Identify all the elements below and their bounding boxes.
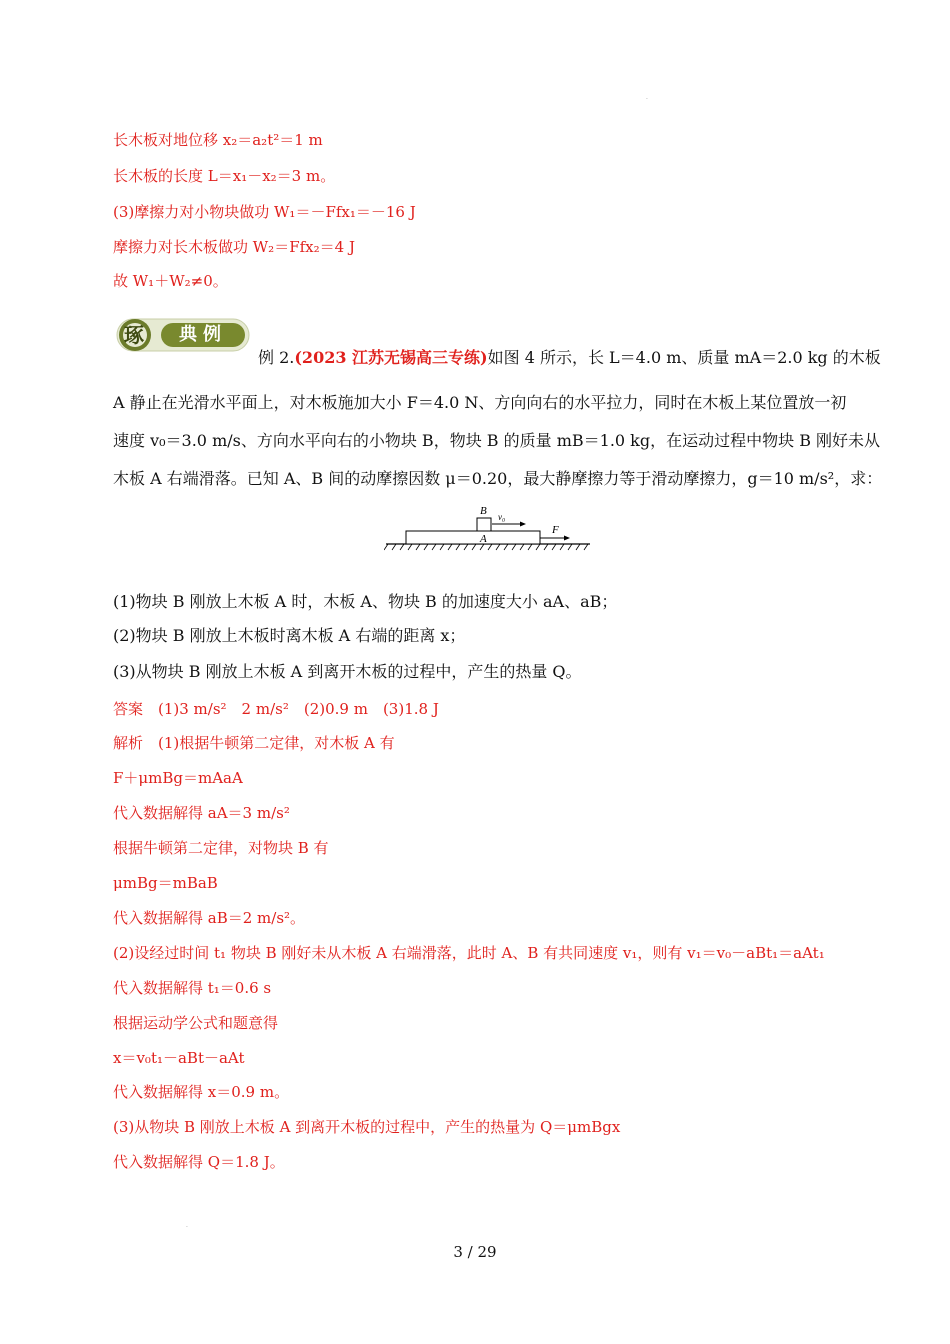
analysis-line-1: 解析 (1)根据牛顿第二定律，对木板 A 有 — [113, 734, 395, 752]
prev-solution-line-3: (3)摩擦力对小物块做功 W₁＝－Ffx₁＝－16 J — [113, 203, 416, 221]
question-3: (3)从物块 B 刚放上木板 A 到离开木板的过程中，产生的热量 Q。 — [113, 662, 582, 681]
badge-label: 典例 — [179, 324, 227, 345]
prev-solution-line-2: 长木板的长度 L＝x₁－x₂＝3 m。 — [113, 167, 336, 185]
analysis-line-2: F＋μmBg＝mAaA — [113, 769, 243, 787]
stray-dot: · — [646, 96, 648, 103]
board-block-diagram — [384, 500, 594, 552]
label-f: F — [552, 524, 559, 536]
analysis-line-10: x＝v₀t₁－aBt－aAt — [113, 1049, 245, 1067]
analysis-line-9: 根据运动学公式和题意得 — [113, 1014, 279, 1032]
example-line-4: 木板 A 右端滑落。已知 A、B 间的动摩擦因数 μ＝0.20，最大静摩擦力等于滑动摩擦力，g＝10 m/s²，求： — [113, 469, 883, 488]
stray-dot: · — [186, 1224, 188, 1231]
prev-solution-line-1: 长木板对地位移 x₂＝a₂t²＝1 m — [113, 131, 323, 149]
analysis-line-7: (2)设经过时间 t₁ 物块 B 刚好未从木板 A 右端滑落，此时 A、B 有共同速度 v₁，则有 v₁＝v₀－aBt₁＝aAt₁ — [113, 944, 825, 962]
label-v0: v₀ — [498, 512, 506, 522]
question-1: (1)物块 B 刚放上木板 A 时，木板 A、物块 B 的加速度大小 aA、aB； — [113, 592, 618, 611]
analysis-line-11: 代入数据解得 x＝0.9 m。 — [113, 1083, 290, 1101]
analysis-line-13: 代入数据解得 Q＝1.8 J。 — [113, 1153, 285, 1171]
example-line-3: 速度 v₀＝3.0 m/s、方向水平向右的小物块 B，物块 B 的质量 mB＝1.0 kg，在运动过程中物块 B 刚好未从 — [113, 431, 881, 450]
example-badge — [113, 316, 253, 354]
example-source: (2023 江苏无锡高三专练) — [294, 348, 488, 367]
prev-solution-line-4: 摩擦力对长木板做功 W₂＝Ffx₂＝4 J — [113, 238, 355, 256]
answer-line: 答案 (1)3 m/s² 2 m/s² (2)0.9 m (3)1.8 J — [113, 700, 439, 718]
analysis-line-8: 代入数据解得 t₁＝0.6 s — [113, 979, 272, 997]
page-number: 3 / 29 — [453, 1243, 497, 1261]
label-b: B — [480, 505, 487, 517]
example-line-2: A 静止在光滑水平面上，对木板施加大小 F＝4.0 N、方向向右的水平拉力，同时在木板上某位置放一初 — [113, 393, 847, 412]
analysis-line-4: 根据牛顿第二定律，对物块 B 有 — [113, 839, 329, 857]
analysis-line-3: 代入数据解得 aA＝3 m/s² — [113, 804, 290, 822]
analysis-line-5: μmBg＝mBaB — [113, 874, 218, 892]
question-2: (2)物块 B 刚放上木板时离木板 A 右端的距离 x； — [113, 626, 466, 645]
prev-solution-line-5: 故 W₁＋W₂≠0。 — [113, 272, 228, 290]
example-heading — [258, 348, 881, 368]
seal-character: 琢 — [124, 323, 144, 347]
example-line-1: 如图 4 所示，长 L＝4.0 m、质量 mA＝2.0 kg 的木板 — [487, 348, 881, 367]
example-prefix: 例 2. — [258, 348, 295, 367]
figure-board-block — [384, 500, 594, 556]
label-a: A — [480, 533, 487, 545]
analysis-line-12: (3)从物块 B 刚放上木板 A 到离开木板的过程中，产生的热量为 Q＝μmBgx — [113, 1118, 621, 1136]
analysis-line-6: 代入数据解得 aB＝2 m/s²。 — [113, 909, 306, 927]
board-a — [406, 531, 540, 544]
block-b — [477, 518, 491, 531]
